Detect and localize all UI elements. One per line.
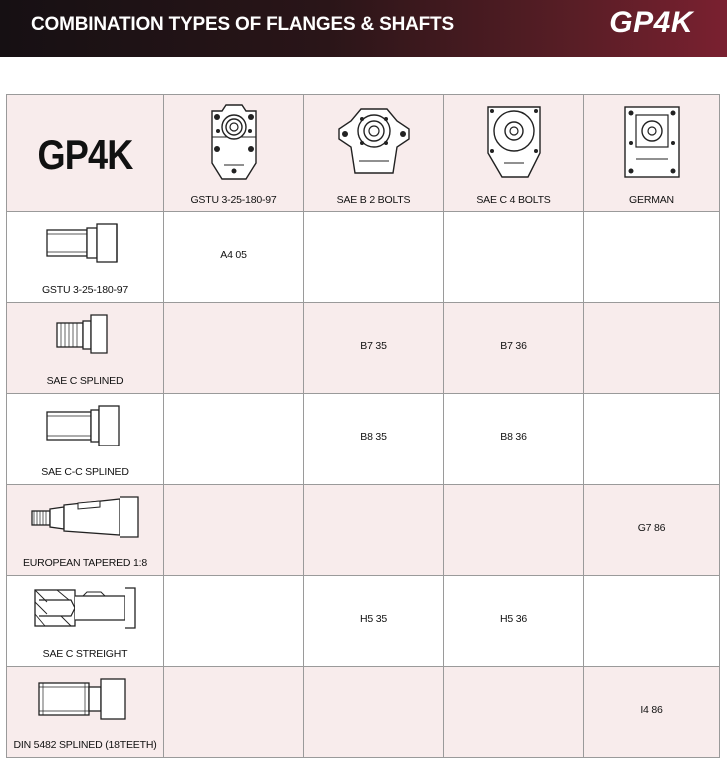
column-label: SAE B 2 BOLTS [336, 194, 411, 206]
code-cell [164, 394, 304, 485]
sae-b-2-bolts-flange-icon [335, 103, 413, 181]
row-header [7, 576, 164, 667]
code-cell [164, 667, 304, 758]
code-cell [164, 303, 304, 394]
table-row [7, 303, 720, 394]
code-cell: B7 35 [304, 303, 444, 394]
row-header [7, 667, 164, 758]
code-cell: H5 35 [304, 576, 444, 667]
row-label: SAE C STREIGHT [42, 648, 128, 660]
code-cell [584, 394, 720, 485]
code-cell [444, 485, 584, 576]
sae-cc-splined-shaft-icon [45, 404, 125, 446]
row-label: EUROPEAN TAPERED 1:8 [23, 557, 147, 569]
gstu-flange-icon [202, 103, 266, 181]
brand-label: GP4K [37, 131, 133, 178]
code-cell: B8 36 [444, 394, 584, 485]
table-row [7, 576, 720, 667]
code-cell: I4 86 [584, 667, 720, 758]
german-flange-icon [622, 103, 682, 181]
brand-logo: GP4K [609, 6, 693, 39]
sae-c-straight-shaft-icon [31, 586, 139, 630]
page-header [0, 0, 727, 57]
gstu-shaft-icon [45, 222, 125, 264]
row-label: DIN 5482 SPLINED (18TEETH) [13, 739, 157, 751]
code-cell: A4 05 [164, 212, 304, 303]
table-row [7, 485, 720, 576]
code-cell: H5 36 [444, 576, 584, 667]
code-cell [444, 667, 584, 758]
column-header [444, 95, 584, 212]
code-cell [584, 303, 720, 394]
table-header-row [7, 95, 720, 212]
code-cell [584, 212, 720, 303]
column-label: SAE C 4 BOLTS [476, 194, 551, 206]
code-cell [304, 667, 444, 758]
code-cell [304, 212, 444, 303]
page-title: COMBINATION TYPES OF FLANGES & SHAFTS [31, 14, 454, 35]
table-row [7, 212, 720, 303]
code-cell [164, 576, 304, 667]
row-label: SAE C-C SPLINED [41, 466, 129, 478]
code-cell [444, 212, 584, 303]
column-header [164, 95, 304, 212]
row-label: SAE C SPLINED [46, 375, 124, 387]
table-row [7, 667, 720, 758]
column-label: GSTU 3-25-180-97 [190, 194, 277, 206]
row-header [7, 394, 164, 485]
column-header [304, 95, 444, 212]
combination-table [6, 94, 720, 758]
code-cell: G7 86 [584, 485, 720, 576]
row-header [7, 485, 164, 576]
row-header [7, 212, 164, 303]
column-label: GERMAN [629, 194, 674, 206]
row-header [7, 303, 164, 394]
code-cell [304, 485, 444, 576]
table-row [7, 394, 720, 485]
column-header [584, 95, 720, 212]
sae-c-4-bolts-flange-icon [482, 103, 546, 181]
code-cell: B8 35 [304, 394, 444, 485]
code-cell: B7 36 [444, 303, 584, 394]
code-cell [164, 485, 304, 576]
din-5482-splined-shaft-icon [37, 677, 133, 721]
sae-c-splined-shaft-icon [55, 313, 115, 355]
code-cell [584, 576, 720, 667]
brand-cell [7, 95, 164, 212]
european-tapered-shaft-icon [30, 495, 140, 539]
row-label: GSTU 3-25-180-97 [41, 284, 129, 296]
